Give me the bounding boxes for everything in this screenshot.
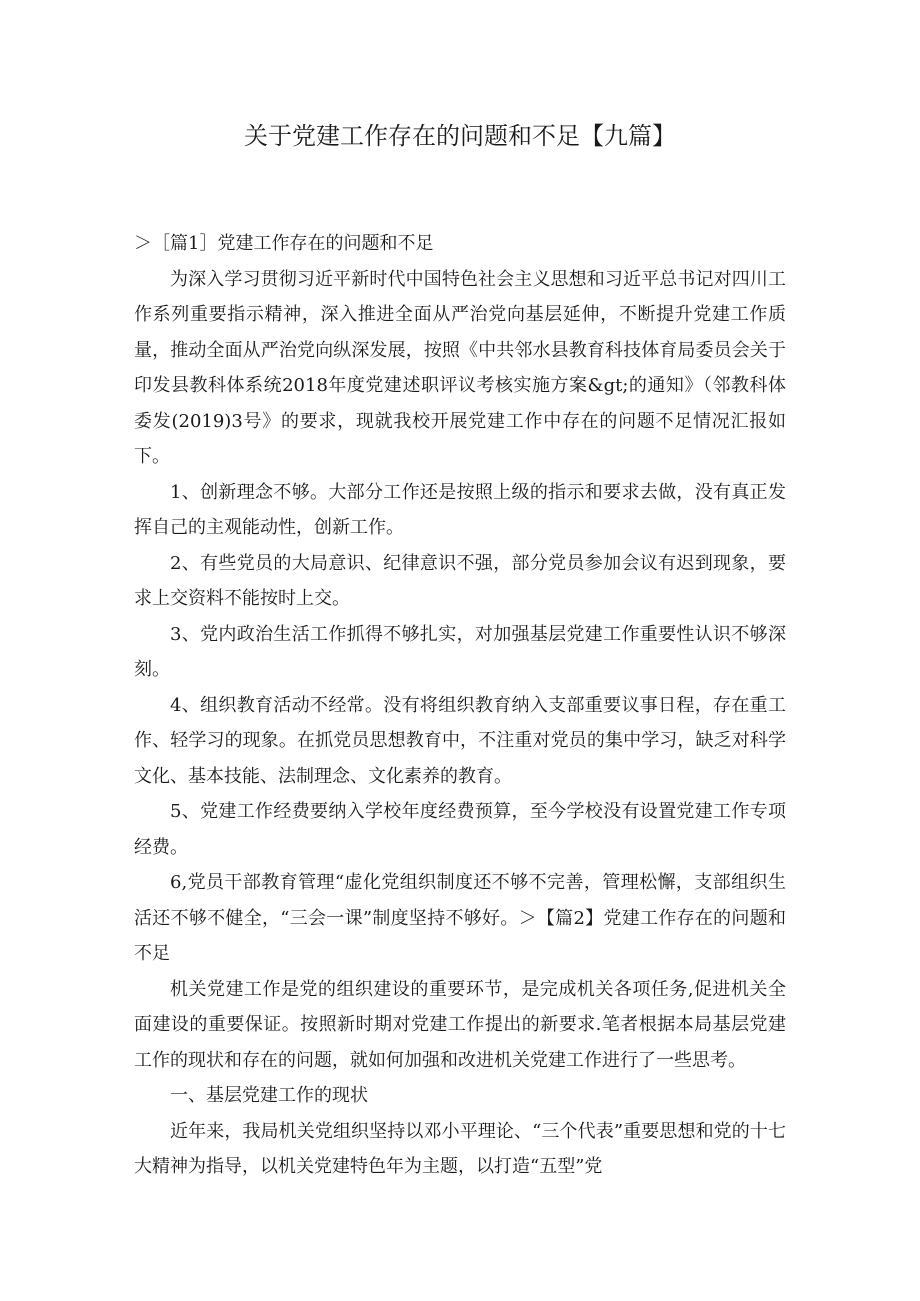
paragraph: 近年来，我局机关党组织坚持以邓小平理论、“三个代表”重要思想和党的十七大精神为指导，以机关党建特色年为主题，以打造“五型”党 xyxy=(134,1120,786,1177)
paragraph: 4、组织教育活动不经常。没有将组织教育纳入支部重要议事日程，存在重工作、轻学习的现象。在抓党员思想教育中，不注重对党员的集中学习，缺乏对科学文化、基本技能、法制理念、文化素养的教育。 xyxy=(134,694,786,787)
section-heading: ＞［篇1］党建工作存在的问题和不足 xyxy=(134,233,434,254)
document-title: 关于党建工作存在的问题和不足【九篇】 xyxy=(244,122,676,150)
paragraph: 2、有些党员的大局意识、纪律意识不强，部分党员参加会议有迟到现象，要求上交资料不能按时上交。 xyxy=(134,552,786,609)
paragraph: 6,党员干部教育管理“虚化党组织制度还不够不完善，管理松懈，支部组织生活还不够不健全，“三会一课”制度坚持不够好。＞【篇2】党建工作存在的问题和不足 xyxy=(134,872,786,964)
document-body xyxy=(134,226,786,1185)
paragraph: 5、党建工作经费要纳入学校年度经费预算，至今学校没有设置党建工作专项经费。 xyxy=(134,801,786,858)
subsection-heading: 一、基层党建工作的现状 xyxy=(170,1085,368,1106)
paragraph: 1、创新理念不够。大部分工作还是按照上级的指示和要求去做，没有真正发挥自己的主观能动性，创新工作。 xyxy=(134,481,786,538)
paragraph: 3、党内政治生活工作抓得不够扎实，对加强基层党建工作重要性认识不够深刻。 xyxy=(134,623,786,680)
paragraph: 机关党建工作是党的组织建设的重要环节，是完成机关各项任务,促进机关全面建设的重要保证。按照新时期对党建工作提出的新要求.笔者根据本局基层党建工作的现状和存在的问题，就如何加强和改进机关党建工作进行了一些思考。 xyxy=(134,978,786,1071)
paragraph: 为深入学习贯彻习近平新时代中国特色社会主义思想和习近平总书记对四川工作系列重要指示精神，深入推进全面从严治党向基层延伸，不断提升党建工作质量，推动全面从严治党向纵深发展，按照《中共邻水县教育科技体育局委员会关于印发县教科体系统2018年度党建述职评议考核实施方案&gt;的通知》（邻教科体委发(2019)3号》的要求，现就我校开展党建工作中存在的问题不足情况汇报如下。 xyxy=(134,268,786,467)
